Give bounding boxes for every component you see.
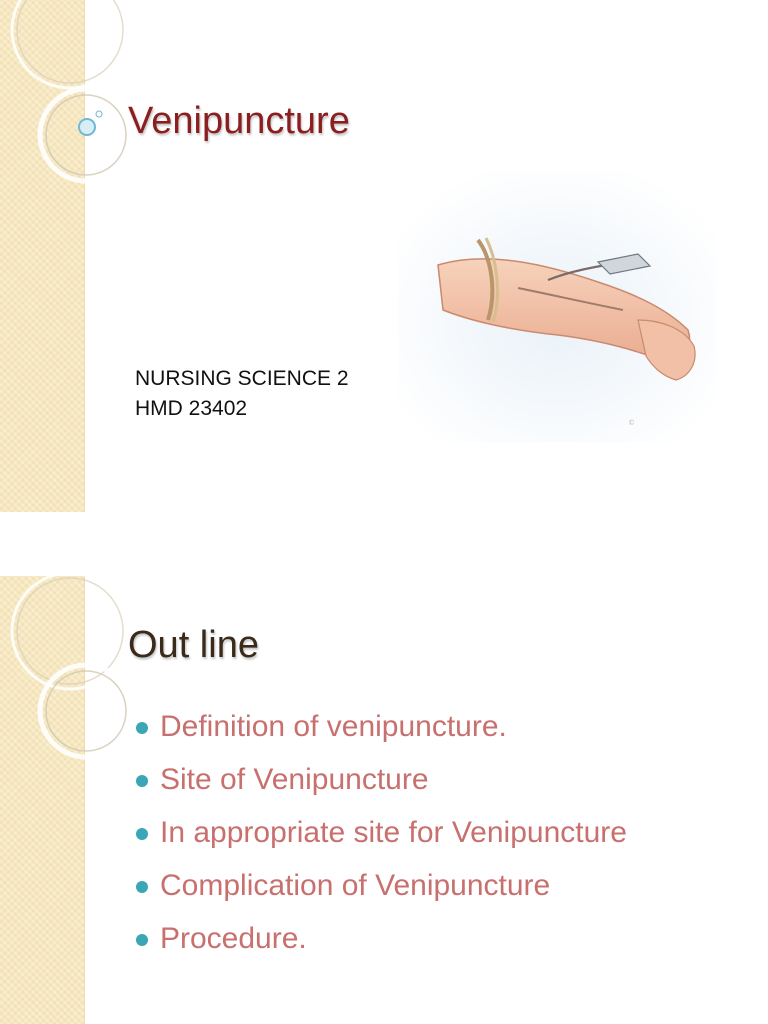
bullet-icon — [136, 881, 148, 893]
outline-list — [134, 700, 627, 965]
ring-decoration-icon — [0, 0, 130, 512]
list-item: Complication of Venipuncture — [134, 859, 627, 912]
list-item: Procedure. — [134, 912, 627, 965]
bullet-icon — [136, 722, 148, 734]
slide-outline — [0, 576, 768, 1024]
bullet-icon — [136, 828, 148, 840]
list-item: Site of Venipuncture — [134, 753, 627, 806]
ring-decoration-icon — [0, 576, 130, 1024]
course-name: NURSING SCIENCE 2 — [135, 367, 349, 390]
slide-title-text: Venipuncture — [128, 100, 350, 142]
course-info — [135, 364, 349, 424]
slide-title-text: Out line — [128, 624, 259, 666]
svg-text:©: © — [628, 419, 635, 427]
list-item: In appropriate site for Venipuncture — [134, 806, 627, 859]
venipuncture-arm-illustration-icon — [398, 170, 716, 442]
bullet-icon — [136, 775, 148, 787]
slide-gap — [0, 512, 768, 576]
bullet-icon — [136, 934, 148, 946]
list-item: Definition of venipuncture. — [134, 700, 627, 753]
course-code: HMD 23402 — [135, 397, 248, 420]
